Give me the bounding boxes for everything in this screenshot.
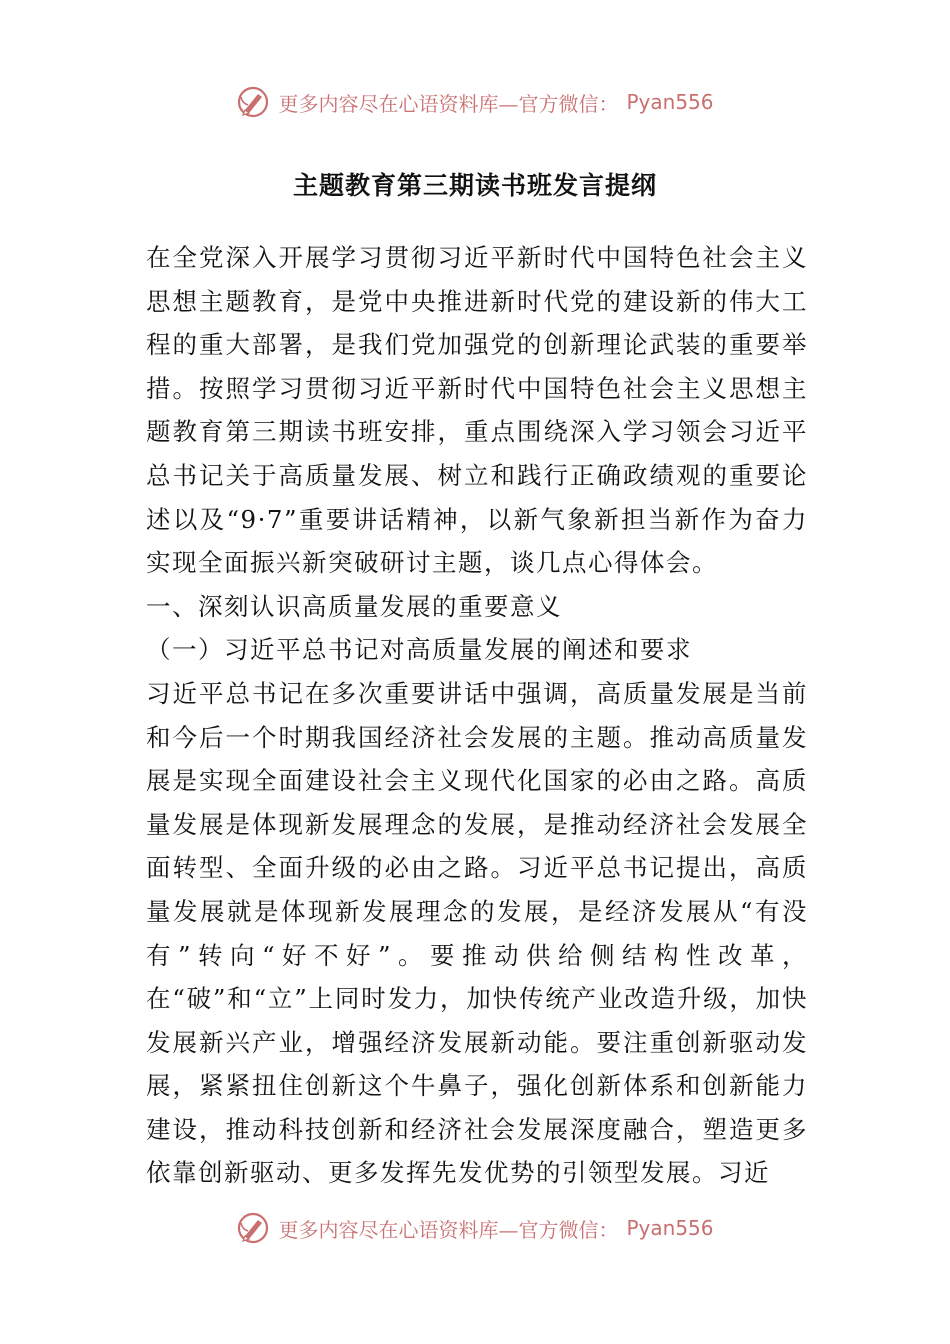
pen-circle-logo-icon [236, 85, 270, 119]
document-title: 主题教育第三期读书班发言提纲 [292, 171, 657, 200]
watermark-header [0, 82, 950, 122]
watermark-wechat-id: Pyan556 [626, 90, 714, 114]
body-paragraph: 习近平总书记在多次重要讲话中强调，高质量发展是当前和今后一个时期我国经济社会发展的主题。推动高质量发展是实现全面建设社会主义现代化国家的必由之路。高质量发展是体现新发展理念的发展，是推动经济社会发展全面转型、全面升级的必由之路。习近平总书记提出，高质量发展就是体现新发展理念的发展，是经济发展从“有没有”转向“好不好”。要推动供给侧结构性改革，在“破”和“立”上同时发力，加快传统产业改造升级，加快发展新兴产业，增强经济发展新动能。要注重创新驱动发展，紧紧扭住创新这个牛鼻子，强化创新体系和创新能力建设，推动科技创新和经济社会发展深度融合，塑造更多依靠创新驱动、更多发挥先发优势的引领型发展。习近 [146, 678, 808, 1188]
watermark-wechat-id: Pyan556 [626, 1216, 714, 1240]
watermark-text: 更多内容尽在心语资料库—官方微信： [278, 1217, 619, 1242]
pen-circle-logo-icon [236, 1211, 270, 1245]
section-heading-1: 一、深刻认识高质量发展的重要意义 [146, 591, 562, 621]
subsection-heading-1: （一）习近平总书记对高质量发展的阐述和要求 [146, 635, 692, 665]
document-body [146, 236, 808, 1195]
intro-paragraph: 在全党深入开展学习贯彻习近平新时代中国特色社会主义思想主题教育，是党中央推进新时代党的建设新的伟大工程的重大部署，是我们党加强党的创新理论武装的重要举措。按照学习贯彻习近平新时代中国特色社会主义思想主题教育第三期读书班安排，重点围绕深入学习领会习近平总书记关于高质量发展、树立和践行正确政绩观的重要论述以及“9·7”重要讲话精神，以新气象新担当新作为奋力实现全面振兴新突破研讨主题，谈几点心得体会。 [146, 243, 808, 578]
watermark-footer [0, 1208, 950, 1248]
watermark-text: 更多内容尽在心语资料库—官方微信： [278, 91, 619, 116]
